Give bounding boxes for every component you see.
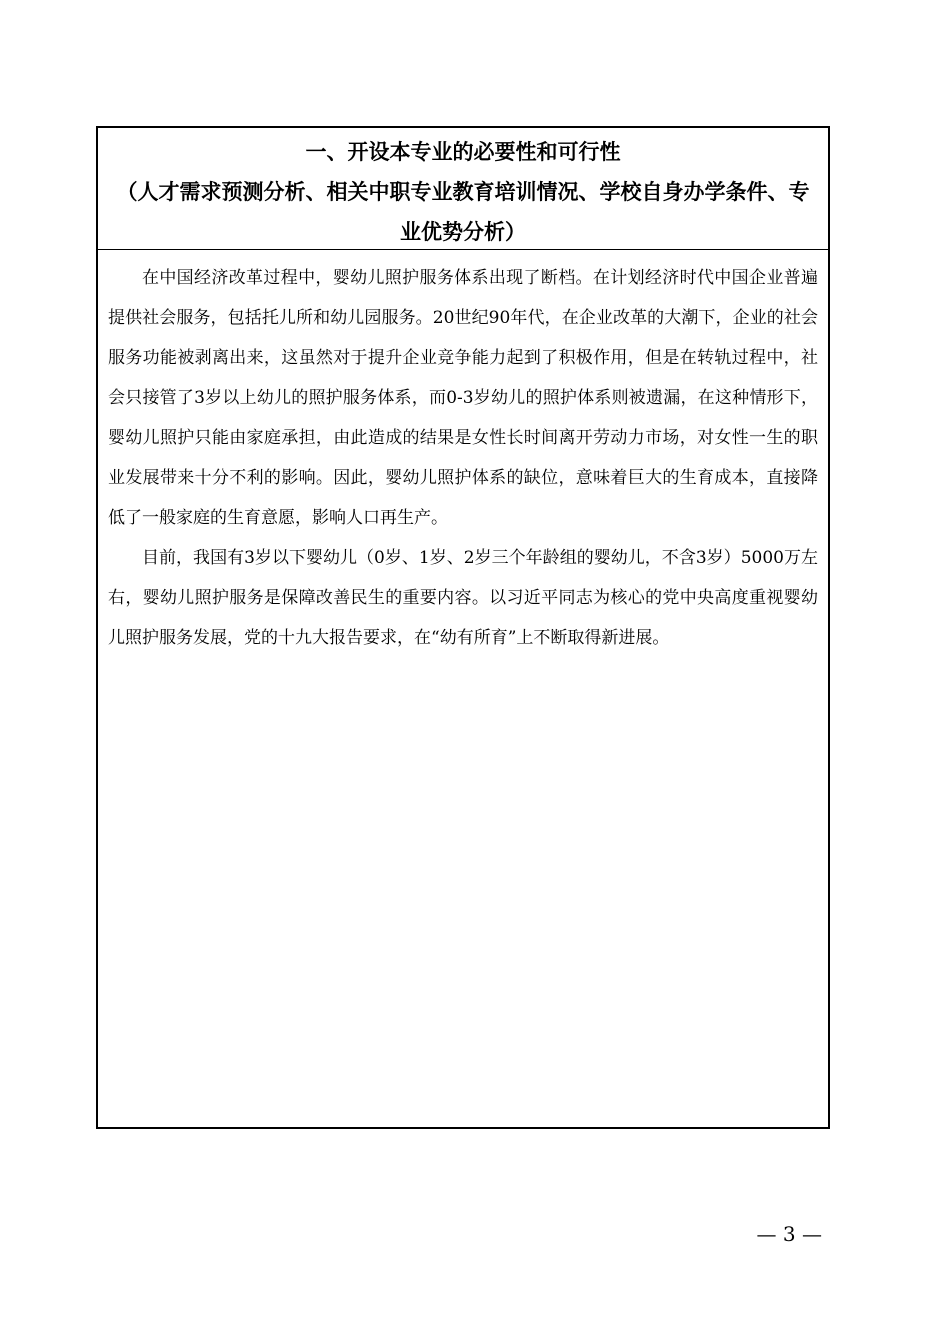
page-number: — 3 — xyxy=(756,1222,822,1246)
section-title: 一、开设本专业的必要性和可行性 xyxy=(305,140,621,164)
section-subtitle: （人才需求预测分析、相关中职专业教育培训情况、学校自身办学条件、专业优势分析） xyxy=(116,180,810,244)
form-table xyxy=(96,126,830,1129)
section-header xyxy=(98,128,828,250)
body-paragraph-2: 目前，我国有3岁以下婴幼儿（0岁、1岁、2岁三个年龄组的婴幼儿，不含3岁）5000万左右，婴幼儿照护服务是保障改善民生的重要内容。以习近平同志为核心的党中央高度重视婴幼儿照护服务发展，党的十九大报告要求，在“幼有所育”上不断取得新进展。 xyxy=(108,548,818,648)
section-body xyxy=(98,250,828,658)
body-paragraph-1: 在中国经济改革过程中，婴幼儿照护服务体系出现了断档。在计划经济时代中国企业普遍提供社会服务，包括托儿所和幼儿园服务。20世纪90年代，在企业改革的大潮下，企业的社会服务功能被剥离出来，这虽然对于提升企业竞争能力起到了积极作用，但是在转轨过程中，社会只接管了3岁以上幼儿的照护服务体系，而0-3岁幼儿的照护体系则被遗漏，在这种情形下，婴幼儿照护只能由家庭承担，由此造成的结果是女性长时间离开劳动力市场，对女性一生的职业发展带来十分不利的影响。因此，婴幼儿照护体系的缺位，意味着巨大的生育成本，直接降低了一般家庭的生育意愿，影响人口再生产。 xyxy=(108,268,818,528)
